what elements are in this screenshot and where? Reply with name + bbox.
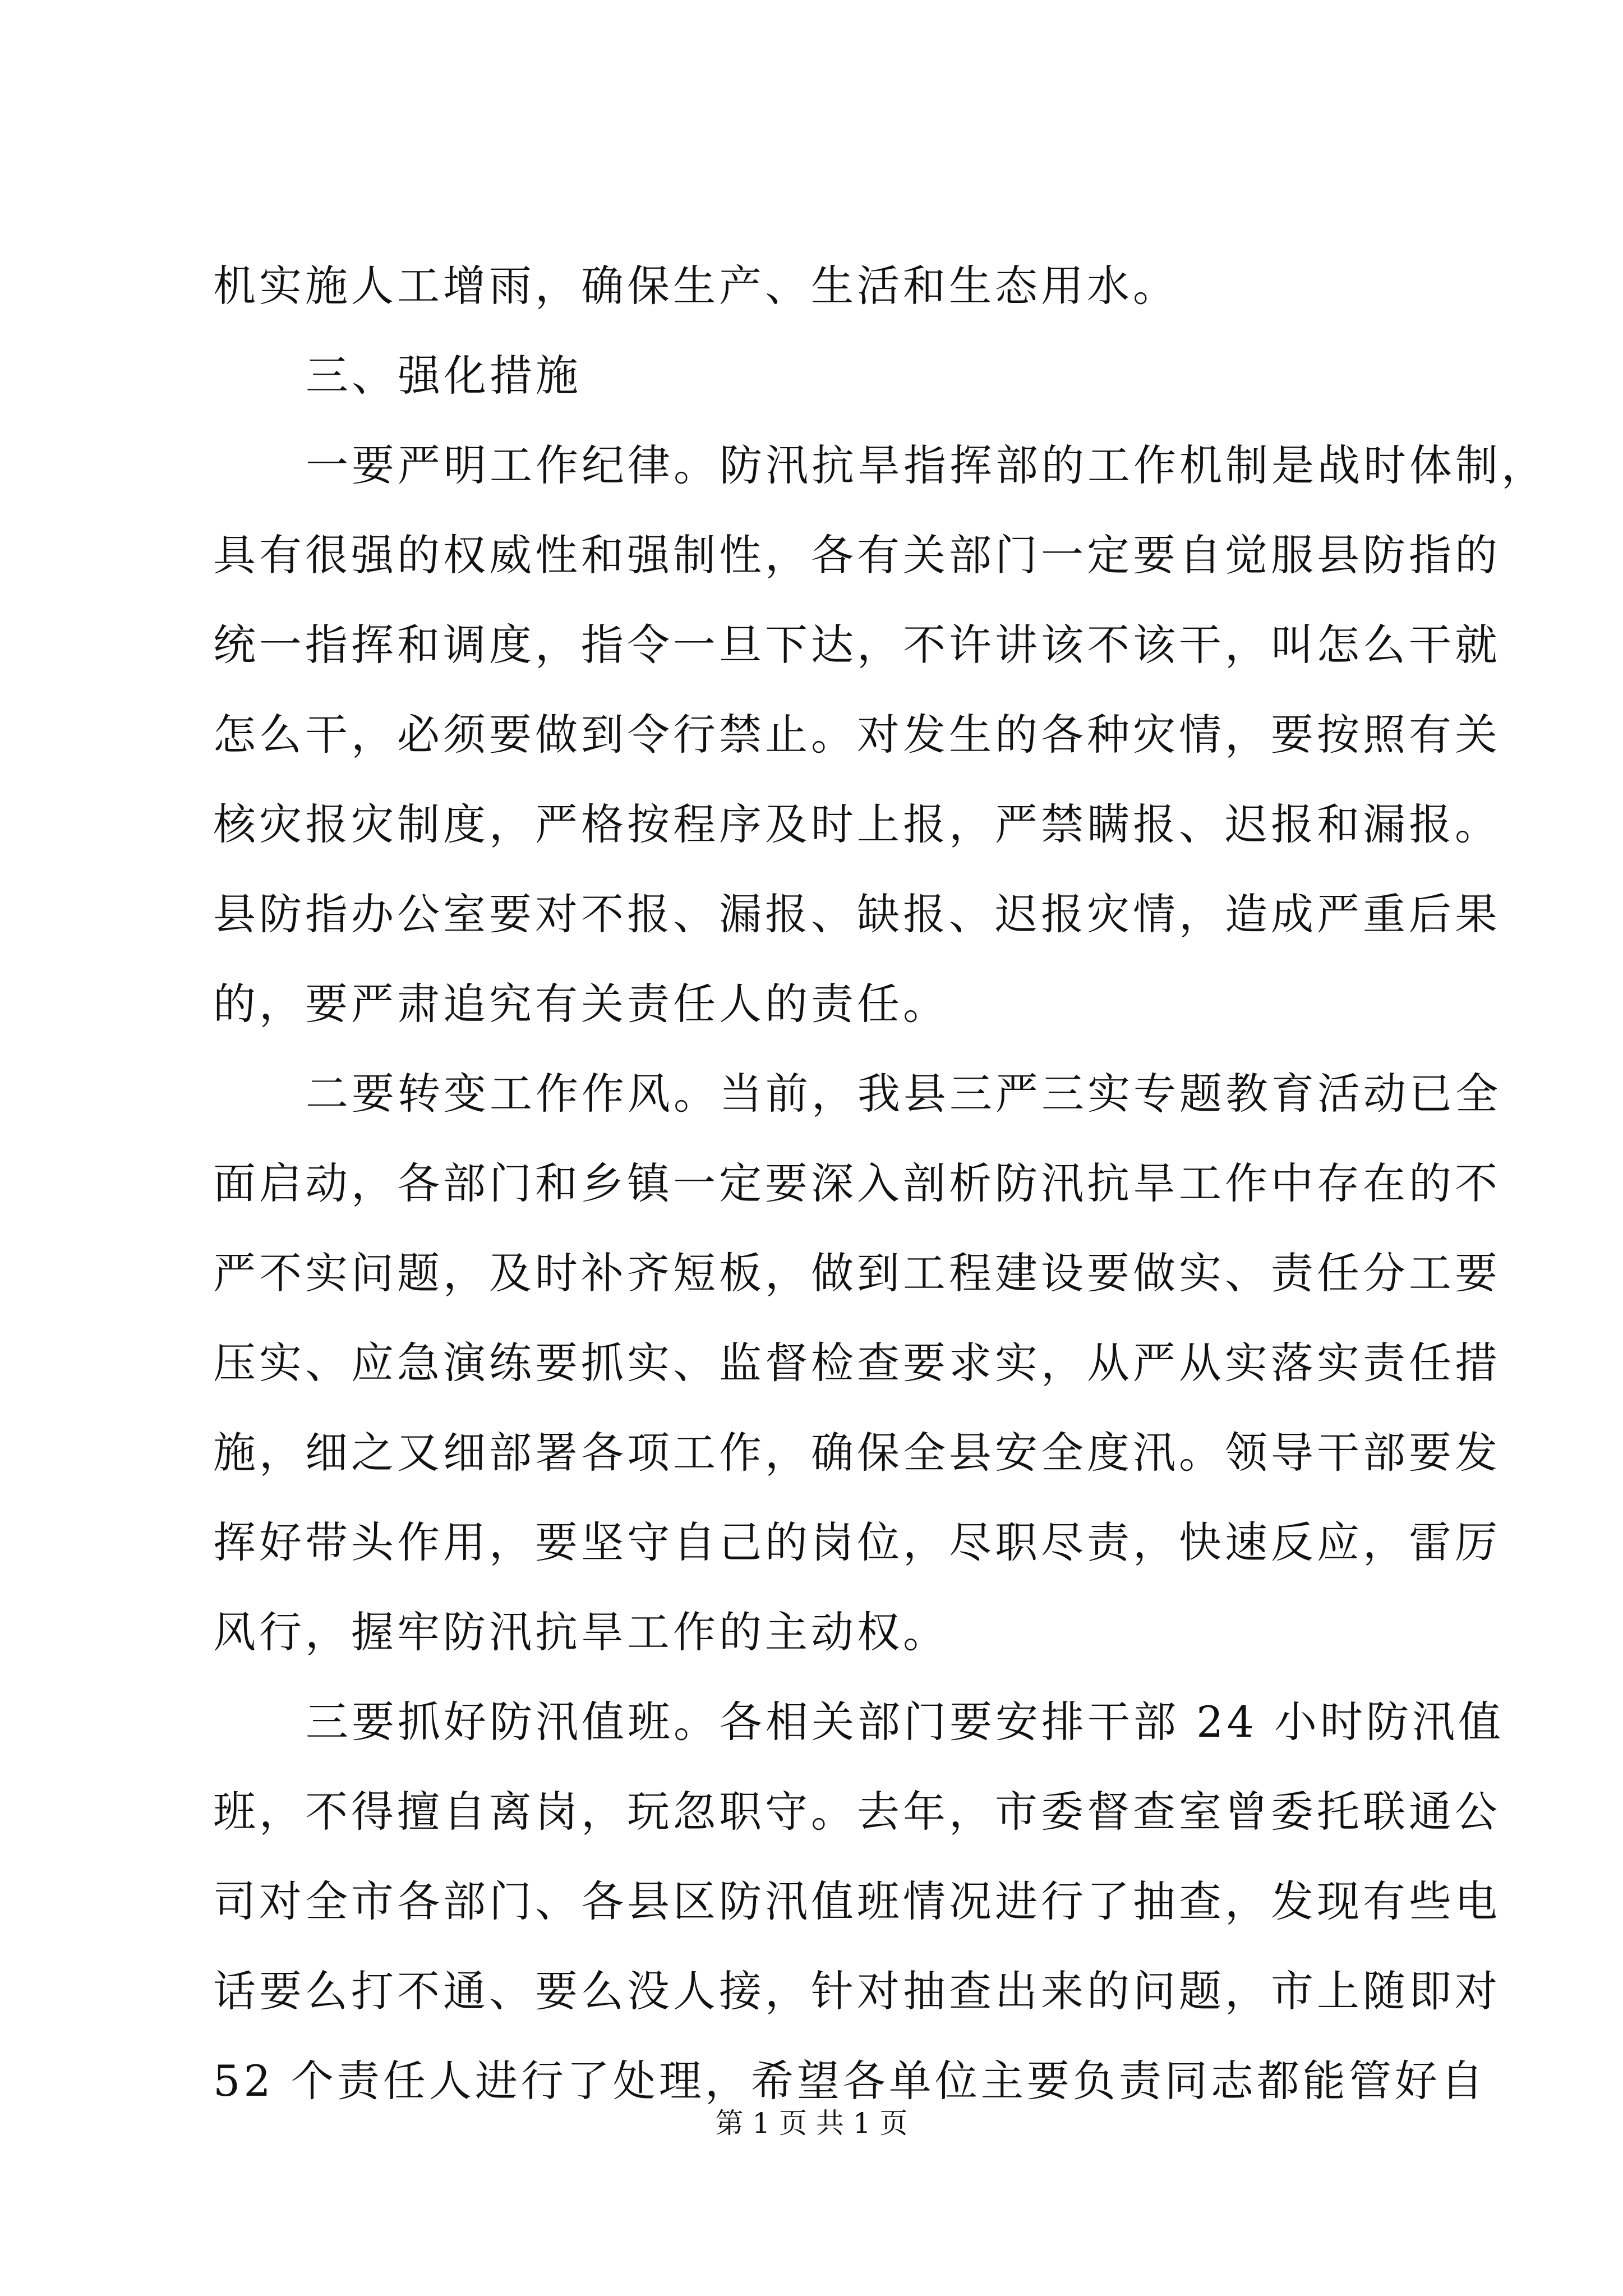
paragraph-first-line: 二要转变工作作风。当前，我县三严三实专题教育活动已全 xyxy=(306,1069,1501,1119)
body-text-line: 风行，握牢防汛抗旱工作的主动权。 xyxy=(213,1607,949,1657)
paragraph-first-line: 三要抓好防汛值班。各相关部门要安排干部 24 小时防汛值 xyxy=(306,1697,1505,1747)
body-text-line: 具有很强的权威性和强制性，各有关部门一定要自觉服县防指的 xyxy=(213,530,1501,580)
body-text-line: 核灾报灾制度，严格按程序及时上报，严禁瞒报、迟报和漏报。 xyxy=(213,799,1501,849)
body-text-line: 52 个责任人进行了处理，希望各单位主要负责同志都能管好自 xyxy=(213,2056,1487,2106)
body-text-line: 话要么打不通、要么没人接，针对抽查出来的问题，市上随即对 xyxy=(213,1966,1501,2016)
body-text-line: 挥好带头作用，要坚守自己的岗位，尽职尽责，快速反应，雷厉 xyxy=(213,1517,1501,1567)
body-text-line: 施，细之又细部署各项工作，确保全县安全度汛。领导干部要发 xyxy=(213,1428,1501,1478)
body-text-line: 的，要严肃追究有关责任人的责任。 xyxy=(213,979,949,1029)
body-text-line: 严不实问题，及时补齐短板，做到工程建设要做实、责任分工要 xyxy=(213,1248,1501,1298)
body-text-line: 机实施人工增雨，确保生产、生活和生态用水。 xyxy=(213,261,1179,311)
body-text-line: 司对全市各部门、各县区防汛值班情况进行了抽查，发现有些电 xyxy=(213,1876,1501,1926)
body-text-line: 县防指办公室要对不报、漏报、缺报、迟报灾情，造成严重后果 xyxy=(213,889,1501,939)
body-text-line: 统一指挥和调度，指令一旦下达，不许讲该不该干，叫怎么干就 xyxy=(213,620,1501,670)
body-text-line: 面启动，各部门和乡镇一定要深入剖析防汛抗旱工作中存在的不 xyxy=(213,1158,1501,1208)
paragraph-first-line: 一要严明工作纪律。防汛抗旱指挥部的工作机制是战时体制， xyxy=(306,440,1547,490)
body-text-line: 压实、应急演练要抓实、监督检查要求实，从严从实落实责任措 xyxy=(213,1338,1501,1388)
body-text-line: 班，不得擅自离岗，玩忽职守。去年，市委督查室曾委托联通公 xyxy=(213,1787,1501,1837)
page-footer: 第 1 页 共 1 页 xyxy=(715,2107,908,2139)
section-heading: 三、强化措施 xyxy=(306,351,582,401)
body-text-line: 怎么干，必须要做到令行禁止。对发生的各种灾情，要按照有关 xyxy=(213,710,1501,760)
